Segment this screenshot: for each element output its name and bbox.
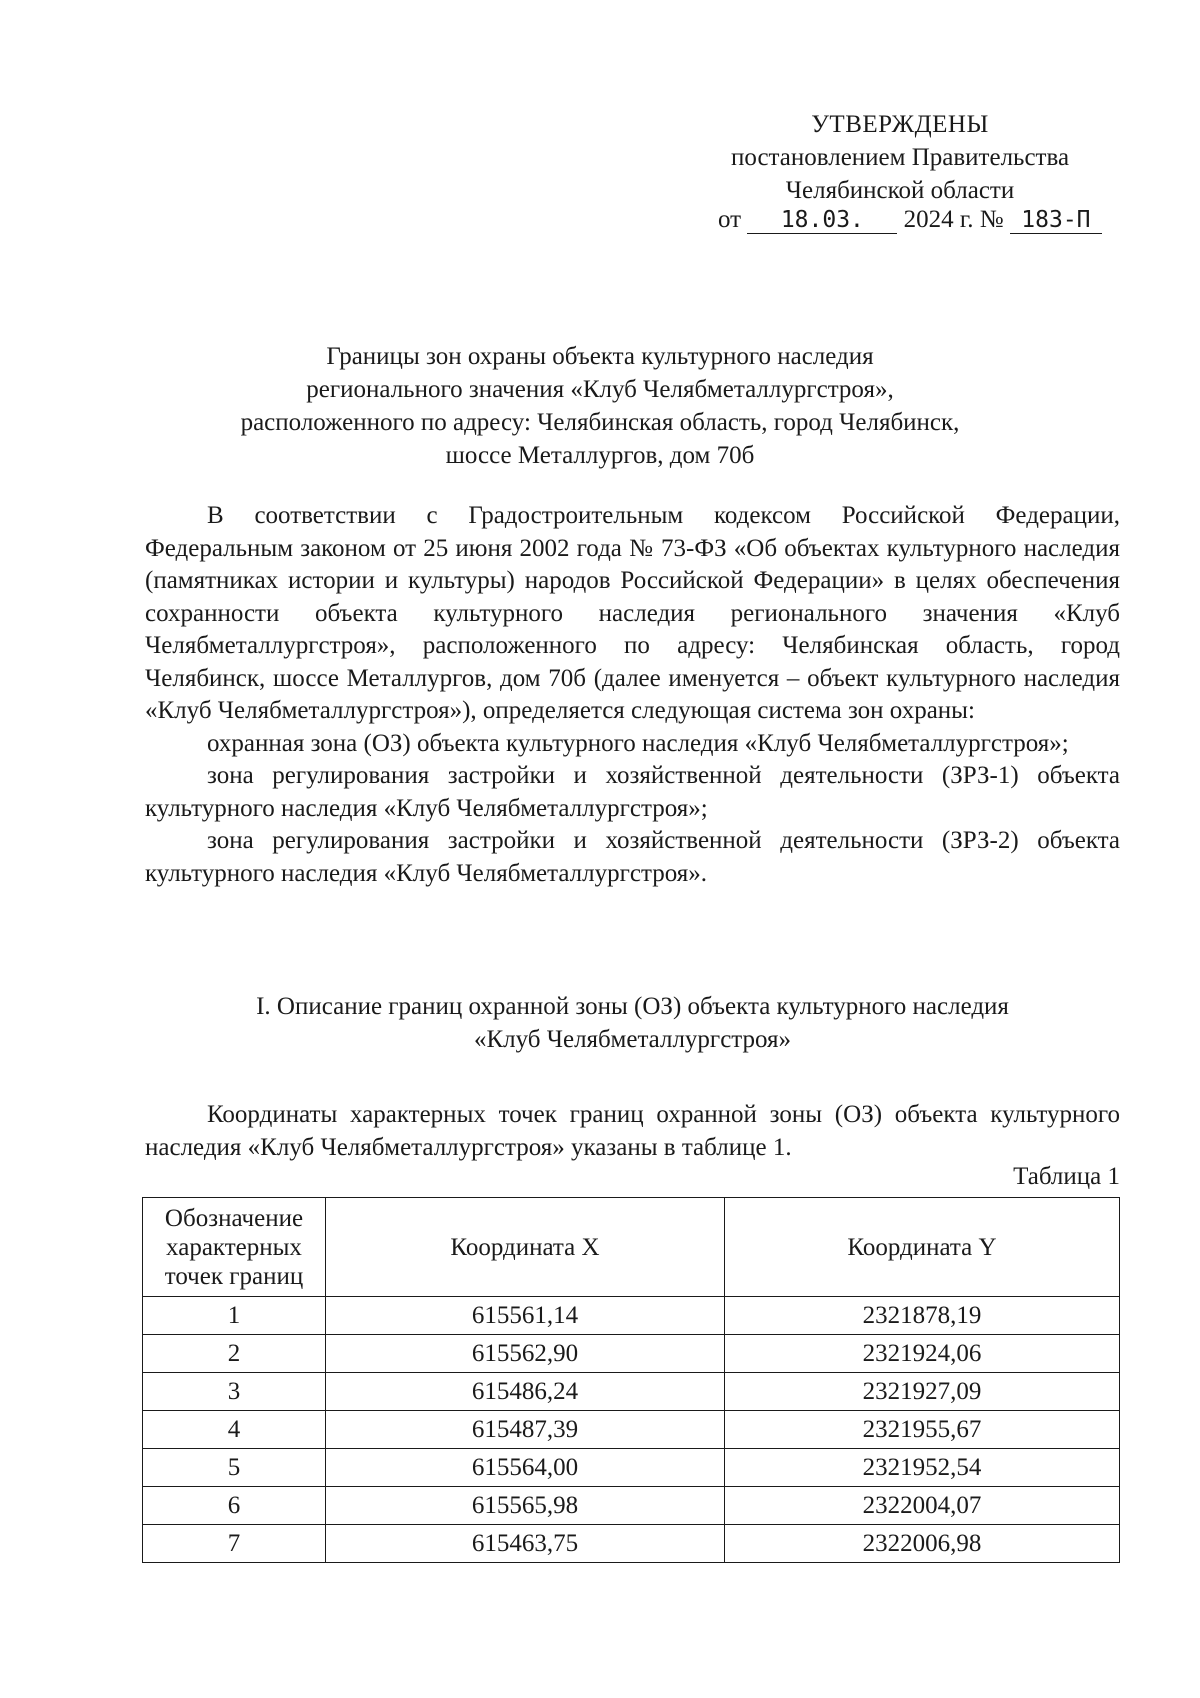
cell-x: 615562,90 [326,1335,725,1373]
header-x: Координата X [326,1198,725,1297]
approval-line-2: Челябинской области [785,177,1015,204]
table-row [143,1335,1120,1373]
title-line-4: шоссе Металлургов, дом 70б [445,442,755,469]
approval-date: 18.03. [747,207,897,234]
document-body [145,500,1120,890]
cell-x: 615561,14 [326,1297,725,1335]
cell-x: 615487,39 [326,1411,725,1449]
body-paragraph-3: зона регулирования застройки и хозяйственной деятельности (ЗРЗ-1) объекта культурного наследия «Клуб Челябметаллургстроя»; [145,762,1120,822]
cell-point: 2 [143,1335,326,1373]
cell-x: 615463,75 [326,1525,725,1563]
approval-stamp [700,108,1100,207]
cell-point: 6 [143,1487,326,1525]
section-title-line-1: I. Описание границ охранной зоны (ОЗ) объекта культурного наследия [256,993,1009,1020]
cell-y: 2321927,09 [725,1373,1120,1411]
cell-point: 7 [143,1525,326,1563]
cell-y: 2321878,19 [725,1297,1120,1335]
approval-year: 2024 г. № [903,206,1004,233]
cell-point: 5 [143,1449,326,1487]
approval-number: 183-П [1010,207,1102,234]
cell-point: 3 [143,1373,326,1411]
section-title [145,990,1120,1056]
body-paragraph-2: охранная зона (ОЗ) объекта культурного наследия «Клуб Челябметаллургстроя»; [207,729,1069,757]
title-line-2: регионального значения «Клуб Челябметаллургстроя», [306,376,894,403]
cell-y: 2322004,07 [725,1487,1120,1525]
table-row [143,1373,1120,1411]
coordinates-intro-text: Координаты характерных точек границ охранной зоны (ОЗ) объекта культурного наследия «Клуб Челябметаллургстроя» указаны в таблице 1. [145,1101,1120,1161]
coordinates-intro [145,1098,1120,1164]
table-row [143,1297,1120,1335]
cell-x: 615486,24 [326,1373,725,1411]
section-title-line-2: «Клуб Челябметаллургстроя» [473,1026,792,1053]
table-row [143,1411,1120,1449]
table-header-row [143,1198,1120,1297]
cell-y: 2321952,54 [725,1449,1120,1487]
header-y: Координата Y [725,1198,1120,1297]
approval-line-1: постановлением Правительства [730,144,1070,171]
table-row [143,1525,1120,1563]
cell-x: 615564,00 [326,1449,725,1487]
cell-point: 1 [143,1297,326,1335]
cell-y: 2321924,06 [725,1335,1120,1373]
title-line-3: расположенного по адресу: Челябинская область, город Челябинск, [240,409,960,436]
document-title [145,340,1055,472]
header-point-line-2: характерных [166,1233,302,1261]
cell-x: 615565,98 [326,1487,725,1525]
body-paragraph-1: В соответствии с Градостроительным кодексом Российской Федерации, Федеральным законом от 25 июня 2002 года № 73-ФЗ «Об объектах культурного наследия (памятниках истории и культуры) народов Российской Федерации» в целях обеспечения сохранности объекта культурного наследия регионального значения «Клуб Челябметаллургстроя», расположенного по адресу: Челябинская область, город Челябинск, шоссе Металлургов, дом 70б (далее именуется – объект культурного наследия «Клуб Челябметаллургстроя»), определяется следующая система зон охраны: [145,502,1120,724]
header-point [143,1198,326,1297]
approval-date-line [718,206,1102,234]
header-point-line-3: точек границ [164,1262,304,1290]
table-row [143,1487,1120,1525]
coordinates-table [142,1197,1120,1563]
table-caption: Таблица 1 [1013,1163,1120,1190]
body-paragraph-4: зона регулирования застройки и хозяйственной деятельности (ЗРЗ-2) объекта культурного наследия «Клуб Челябметаллургстроя». [145,827,1120,887]
approval-heading: УТВЕРЖДЕНЫ [811,111,989,138]
cell-y: 2322006,98 [725,1525,1120,1563]
cell-point: 4 [143,1411,326,1449]
cell-y: 2321955,67 [725,1411,1120,1449]
table-row [143,1449,1120,1487]
title-line-1: Границы зон охраны объекта культурного наследия [326,343,874,370]
header-point-line-1: Обозначение [164,1204,304,1232]
date-prefix: от [718,206,742,233]
